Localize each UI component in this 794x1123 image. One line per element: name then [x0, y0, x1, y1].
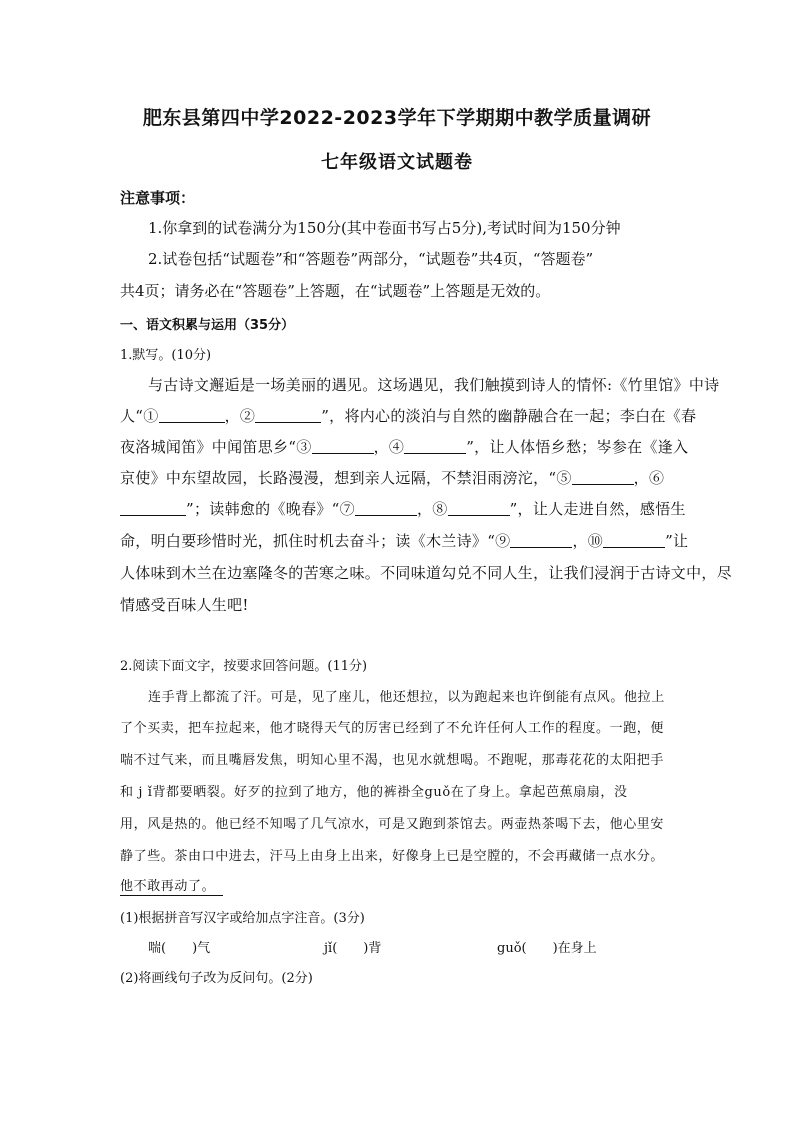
blank-7[interactable]: [355, 514, 417, 516]
blank-1[interactable]: [159, 421, 225, 423]
blank-6[interactable]: [120, 514, 186, 516]
passage-line-7: [120, 875, 223, 894]
question-1-line-5: ”；读韩愈的《晚春》“⑦ ，⑧ ”，让人走进自然，感悟生: [120, 498, 686, 519]
blank-4[interactable]: [404, 452, 466, 454]
pinyin-item-2: jǐ( )背: [324, 941, 382, 956]
passage-line-6: 静了些。茶由口中进去，汗马上由身上出来，好像身上已是空膛的，不会再藏储一点水分。: [120, 849, 665, 864]
blank-3[interactable]: [312, 452, 374, 454]
blank-2[interactable]: [255, 421, 321, 423]
question-1-line-8: 情感受百味人生吧!: [120, 596, 249, 614]
passage-line-5: 用，风是热的。他已经不知喝了几气凉水，可是又跑到茶馆去。两壶热茶喝下去，他心里安: [120, 817, 665, 832]
blank-5[interactable]: [572, 483, 634, 485]
question-1-line-3: 夜洛城闻笛》中闻笛思乡“③ ，④ ”，让人体悟乡愁；岑参在《逢入: [120, 438, 689, 456]
passage-line-1: 连手背上都流了汗。可是，见了座儿，他还想拉，以为跑起来也许倒能有点风。他拉上: [148, 690, 665, 705]
section-1-heading: 一、语文积累与运用（35分）: [120, 318, 295, 333]
exam-subtitle: 七年级语文试题卷: [321, 152, 473, 173]
question-1-line-7: 人体味到木兰在边塞隆冬的苦寒之味。不同味道勾兑不同人生，让我们浸润于古诗文中，尽: [120, 564, 733, 582]
pinyin-item-3: guǒ( )在身上: [497, 941, 597, 956]
underlined-sentence: 他不敢再动了。: [120, 879, 223, 896]
passage-line-2: 了个买卖，把车拉起来，他才晓得天气的厉害已经到了不允许任何人工作的程度。一跑，便: [120, 721, 665, 736]
notice-item-1: 1.你拿到的试卷满分为150分(其中卷面书写占5分),考试时间为150分钟: [148, 219, 621, 237]
blank-8[interactable]: [448, 514, 510, 516]
question-1-line-6: 命，明白要珍惜时光，抓住时机去奋斗；读《木兰诗》“⑨ ，⑩ ”让: [120, 532, 689, 550]
question-1-line-1: 与古诗文邂逅是一场美丽的遇见。这场遇见，我们触摸到诗人的情怀:《竹里馆》中诗: [148, 376, 720, 394]
passage-line-4: 和 j ǐ背都要晒裂。好歹的拉到了地方，他的裤褂全guǒ在了身上。拿起芭蕉扇扇，没: [120, 785, 628, 800]
exam-title: 肥东县第四中学2022-2023学年下学期期中教学质量调研: [142, 107, 652, 129]
question-1-line-2: 人“① ，② ”，将内心的淡泊与自然的幽静融合在一起；李白在《春: [120, 407, 697, 425]
blank-10[interactable]: [603, 546, 665, 548]
notice-item-2-line-2: 共4页；请务必在“答题卷”上答题，在“试题卷”上答题是无效的。: [120, 282, 551, 300]
notice-heading: 注意事项：: [120, 189, 196, 207]
blank-9[interactable]: [510, 546, 572, 548]
subquestion-1-label: (1)根据拼音写汉字或给加点字注音。(3分): [120, 911, 365, 926]
passage-line-3: 喘不过气来，而且嘴唇发焦，明知心里不渴，也见水就想喝。不跑呢，那毒花花的太阳把手: [120, 753, 665, 768]
question-1-label: 1.默写。(10分): [120, 348, 212, 363]
pinyin-item-1: 喘( )气: [148, 941, 211, 956]
question-1-line-4: 京使》中东望故园，长路漫漫，想到亲人远隔，不禁泪雨滂沱，“⑤ ，⑥: [120, 469, 665, 487]
subquestion-2-label: (2)将画线句子改为反问句。(2分): [120, 971, 313, 986]
question-2-label: 2.阅读下面文字，按要求回答问题。(11分): [120, 659, 368, 674]
notice-item-2-line-1: 2.试卷包括“试题卷”和“答题卷”两部分，“试题卷”共4页，“答题卷”: [148, 250, 594, 268]
